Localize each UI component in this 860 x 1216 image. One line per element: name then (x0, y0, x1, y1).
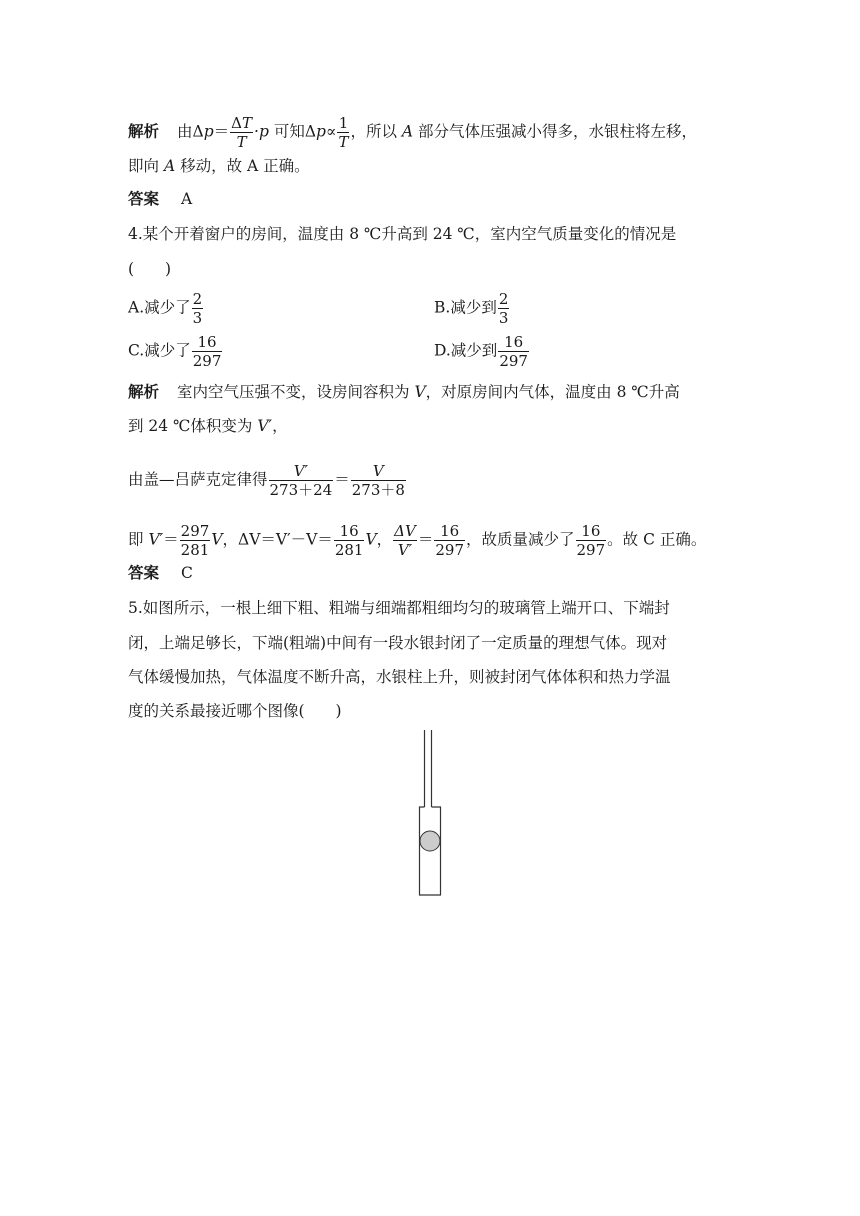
num: 16 (498, 333, 529, 352)
glass-tube-diagram (400, 728, 460, 900)
var-Vp: V′ (148, 530, 164, 549)
text: 。故 C 正确。 (607, 530, 707, 549)
law-fraction-2 (351, 462, 406, 499)
den: 273＋8 (351, 481, 405, 499)
answer-label: 答案 (128, 190, 160, 208)
q5-line4: 度的关系最接近哪个图像( ) (128, 702, 342, 720)
q4-stem-line1: 4.某个开着窗户的房间，温度由 8 ℃升高到 24 ℃，室内空气质量变化的情况是 (128, 225, 677, 243)
num: 297 (180, 522, 210, 540)
q3-answer (128, 189, 192, 209)
den: 281 (334, 541, 364, 559)
option-text: B.减少到 (434, 298, 497, 317)
var-p: p (203, 122, 214, 141)
var-p: p (316, 122, 326, 141)
q4-answer (128, 563, 193, 583)
answer-value: C (181, 564, 193, 582)
var-V: V (414, 383, 426, 401)
text: ， (272, 417, 288, 435)
text: 即 (128, 530, 149, 549)
num: 16 (192, 333, 223, 352)
num: ΔV (394, 522, 416, 540)
den: T (338, 133, 349, 151)
analysis-label: 解析 (128, 383, 160, 401)
result-fraction-5 (576, 522, 607, 559)
text: ，ΔV＝V′－V＝ (222, 530, 333, 549)
fraction-1-over-T (337, 114, 349, 151)
option-text: C.减少了 (128, 341, 191, 360)
den: 3 (192, 309, 203, 327)
mercury-column (420, 831, 440, 851)
option-text: D.减少到 (434, 341, 498, 360)
den: T (236, 133, 247, 151)
text: ∝ (325, 122, 337, 141)
den: 297 (576, 541, 606, 559)
q4-option-a (128, 290, 204, 327)
text: ＝ (213, 122, 230, 141)
text: ，对原房间内气体，温度由 8 ℃升高 (425, 383, 680, 401)
num: 16 (576, 522, 607, 541)
num: 2 (498, 290, 509, 308)
var-V: V (365, 530, 377, 549)
option-fraction (498, 290, 510, 327)
q3-analysis-line1 (128, 114, 697, 151)
text: ＝ (334, 470, 350, 489)
q4-stem-line2: ( ) (128, 260, 172, 278)
fraction-dT-over-T (230, 114, 253, 151)
law-fraction-1 (269, 462, 334, 499)
num: V′ (269, 462, 334, 481)
den: V′ (397, 541, 413, 559)
result-fraction-1 (180, 522, 211, 559)
result-fraction-2 (334, 522, 365, 559)
q4-option-d (434, 333, 530, 370)
option-text: A.减少了 (128, 298, 191, 317)
num: 1 (338, 114, 349, 132)
text: ， (376, 530, 393, 549)
text: 部分气体压强减小得多，水银柱将左移， (413, 122, 698, 141)
text: ＝ (163, 530, 179, 549)
q4-analysis-line2 (128, 416, 288, 436)
text: 室内空气压强不变，设房间容积为 (177, 383, 410, 401)
q4-analysis-law (128, 462, 407, 499)
den: 297 (435, 541, 464, 559)
option-fraction (498, 333, 529, 370)
q5-line2: 闭，上端足够长，下端(粗端)中间有一段水银封闭了一定质量的理想气体。现对 (128, 634, 668, 652)
text: ·p (254, 122, 269, 141)
q3-analysis-line2 (128, 156, 310, 176)
result-fraction-4 (434, 522, 465, 559)
text: 由盖—吕萨克定律得 (128, 470, 268, 489)
q4-analysis-result (128, 522, 706, 559)
num: 16 (434, 522, 465, 541)
den: 297 (192, 352, 222, 370)
num-var: T (242, 114, 253, 132)
answer-value: A (181, 190, 193, 208)
den: 297 (499, 352, 528, 370)
var-A: A (163, 157, 176, 175)
text: ，故质量减少了 (466, 530, 575, 549)
q4-option-c (128, 333, 223, 370)
num: V (351, 462, 406, 481)
var-Vp: V′ (257, 417, 273, 435)
text: ＝ (417, 530, 434, 549)
q5-line3: 气体缓慢加热，气体温度不断升高，水银柱上升，则被封闭气体体积和热力学温 (128, 668, 671, 686)
text: 到 24 ℃体积变为 (128, 417, 253, 435)
answer-label: 答案 (128, 564, 160, 582)
q4-option-b (434, 290, 510, 327)
var-A: A (401, 122, 414, 141)
text: 可知Δ (268, 122, 317, 141)
text: 即向 (128, 157, 160, 175)
num: 16 (334, 522, 365, 541)
den: 3 (498, 309, 509, 327)
num: Δ (231, 114, 243, 132)
analysis-label: 解析 (128, 122, 160, 141)
text: 移动，故 A 正确。 (175, 157, 310, 175)
option-fraction (192, 290, 204, 327)
q4-analysis-line1 (128, 382, 680, 402)
den: 273＋24 (269, 481, 333, 499)
text: ，所以 (350, 122, 397, 141)
q5-line1: 5.如图所示，一根上细下粗、粗端与细端都粗细均匀的玻璃管上端开口、下端封 (128, 599, 670, 617)
text: 由Δ (177, 122, 204, 141)
result-fraction-3 (393, 522, 417, 559)
den: 281 (180, 541, 210, 559)
var-V: V (211, 530, 223, 549)
option-fraction (192, 333, 223, 370)
num: 2 (192, 290, 203, 308)
